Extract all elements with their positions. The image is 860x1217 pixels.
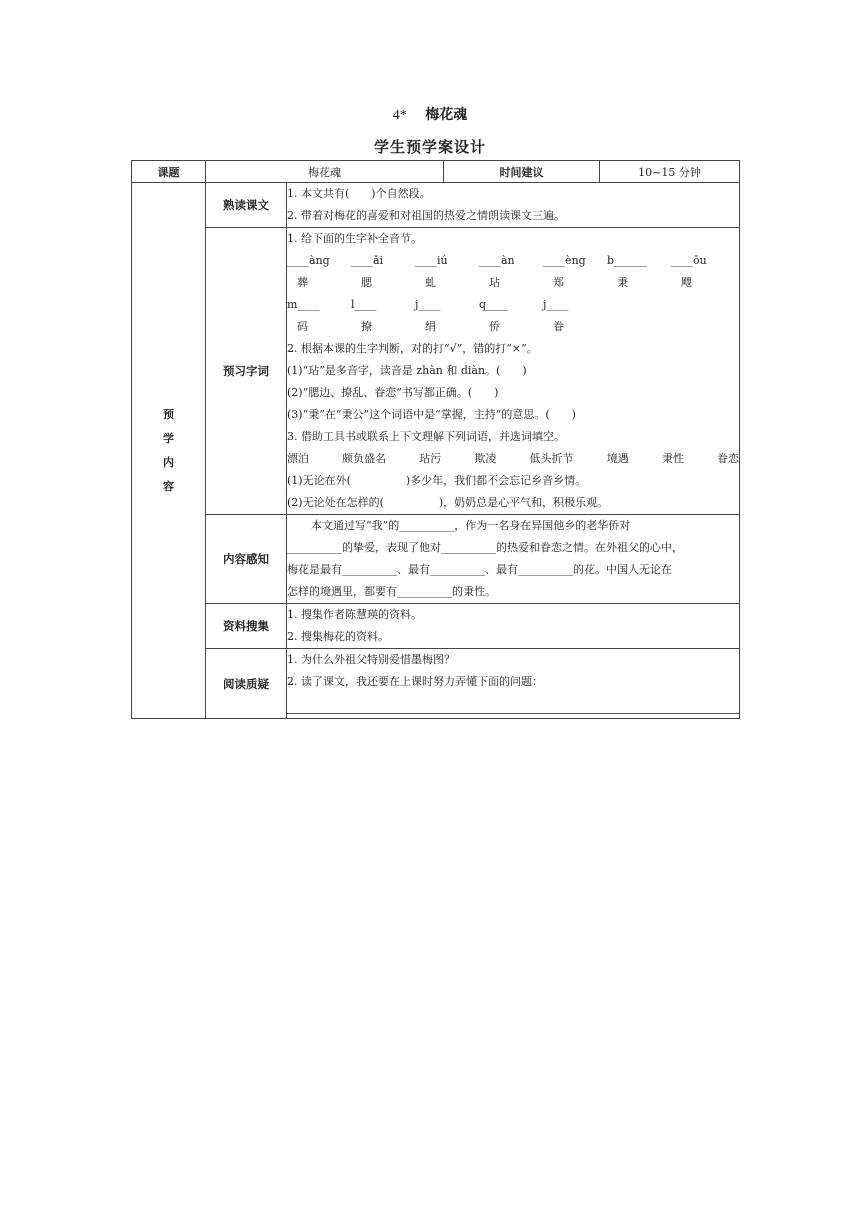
questions-label: 阅读质疑: [206, 649, 287, 719]
chars-q2-item-3: (3)“秉”在“秉公”这个词语中是“掌握，主持”的意思。( ): [287, 408, 576, 421]
chars-label: 预习字词: [206, 228, 287, 515]
chars-q2: 2. 根据本课的生字判断，对的打“√”，错的打“×”。: [287, 342, 538, 355]
chars-q3-item-1: (1)无论在外( )多少年，我们都不会忘记乡音乡情。: [287, 474, 587, 487]
research-content: [287, 604, 740, 649]
side-label: 预 学 内 容: [132, 183, 206, 719]
reading-line-2: 2. 带着对梅花的喜爱和对祖国的热爱之情朗读课文三遍。: [287, 209, 565, 222]
chars-q3: 3. 借助工具书或联系上下文理解下列词语，并选词填空。: [287, 430, 565, 443]
reading-content: [287, 183, 740, 228]
section-reading: [132, 183, 740, 228]
chars-content: [287, 228, 740, 515]
hanzi-row-2: 码 撩 绢 侨 眷: [297, 320, 564, 333]
lesson-title: 梅花魂: [425, 107, 468, 123]
section-content: [132, 515, 740, 604]
lesson-heading: [0, 104, 860, 124]
pinyin-row-1: ____àng ____ǎi ____iú ____àn ____èng b______ ____ōu: [287, 254, 707, 267]
topic-value: 梅花魂: [206, 161, 444, 183]
research-line-1: 1. 搜集作者陈慧瑛的资料。: [287, 608, 422, 621]
questions-line-2: 2. 读了课文，我还要在上课时努力弄懂下面的问题：: [287, 675, 543, 688]
topic-label: 课题: [132, 161, 206, 183]
chars-q2-item-1: (1)“玷”是多音字，读音是 zhàn 和 diàn。( ): [287, 364, 527, 377]
reading-line-1: 1. 本文共有( )个自然段。: [287, 187, 431, 200]
answer-line: [287, 695, 739, 714]
chars-q1: 1. 给下面的生字补全音节。: [287, 232, 422, 245]
page-title: 学生预学案设计: [373, 138, 486, 156]
time-label: 时间建议: [444, 161, 600, 183]
chars-q3-item-2: (2)无论处在怎样的( )，奶奶总是心平气和，积极乐观。: [287, 496, 609, 509]
research-label: 资料搜集: [206, 604, 287, 649]
research-line-2: 2. 搜集梅花的资料。: [287, 630, 389, 643]
chars-q2-item-2: (2)“腮边、撩乱、眷恋”书写都正确。( ): [287, 386, 499, 399]
hanzi-row-1: 葬 腮 虬 玷 郑 秉 飕: [297, 276, 692, 289]
content-label: 内容感知: [206, 515, 287, 604]
questions-content: [287, 649, 740, 719]
section-chars: [132, 228, 740, 515]
section-questions: [132, 649, 740, 719]
reading-label: 熟读课文: [206, 183, 287, 228]
time-value: 10~15 分钟: [600, 161, 740, 183]
preview-table: [131, 160, 740, 719]
content-text: 本文通过写“我”的__________，作为一名身在异国他乡的老华侨对 __________的挚爱，表现了他对__________的热爱和眷恋之情。在外祖父的心中， 梅花是最有__________、最有__________、最有__________的花。中国人无论在 怎样的境遇里，都要有__________的秉性。: [287, 515, 740, 604]
header-row: [132, 161, 740, 183]
word-bank: 漂泊 颇负盛名 玷污 欺凌 低头折节 境遇 秉性 眷恋: [287, 452, 739, 465]
lesson-number: 4*: [392, 108, 407, 123]
pinyin-row-2: m____ l____ j____ q____ j____: [287, 298, 569, 311]
section-research: [132, 604, 740, 649]
questions-line-1: 1. 为什么外祖父特别爱惜墨梅图？: [287, 653, 455, 666]
